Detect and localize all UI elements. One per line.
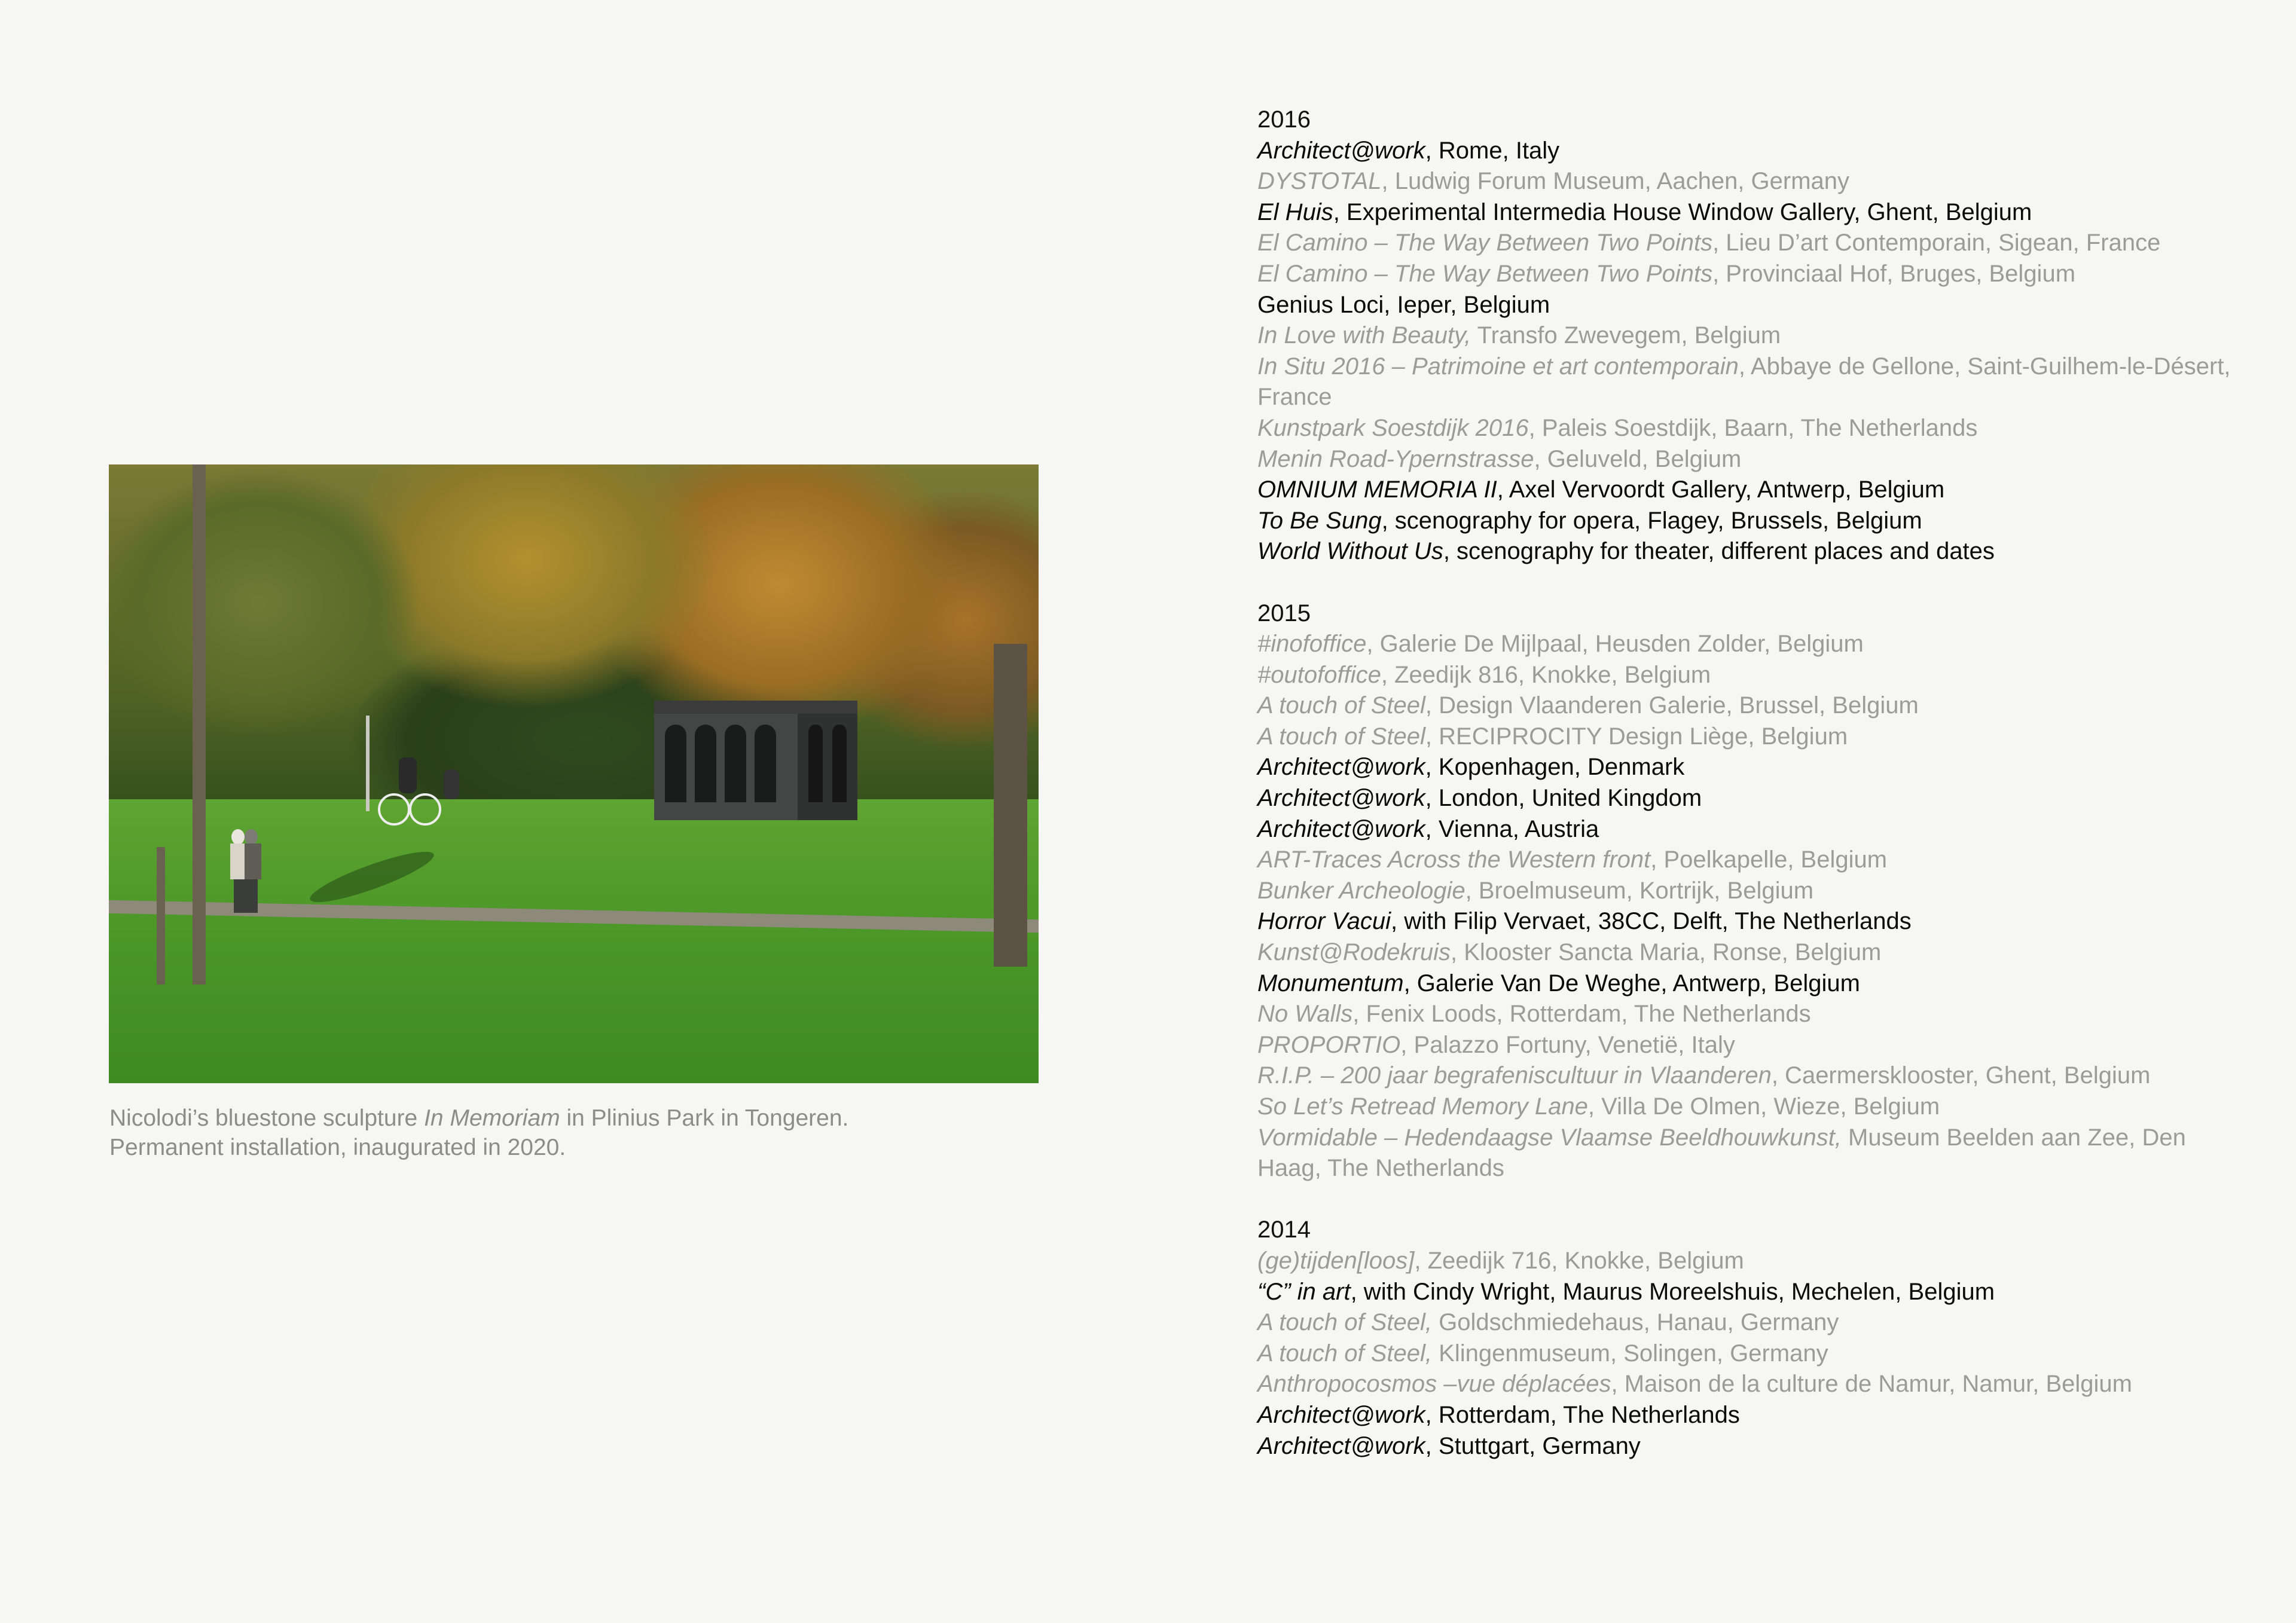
exhibition-entry: To Be Sung, scenography for opera, Flagey, Brussels, Belgium: [1257, 507, 1922, 534]
photo-post: [366, 716, 370, 811]
exhibition-list: [1257, 105, 2250, 1462]
exhibition-entry: Anthropocosmos –vue déplacées, Maison de la culture de Namur, Namur, Belgium: [1257, 1371, 2132, 1398]
photo-cyclists: [372, 757, 497, 823]
exhibition-entry: Architect@work, Stuttgart, Germany: [1257, 1432, 1641, 1459]
exhibition-entry: Kunstpark Soestdijk 2016, Paleis Soestdijk, Baarn, The Netherlands: [1257, 414, 1978, 441]
exhibition-entry: Horror Vacui, with Filip Vervaet, 38CC, Delft, The Netherlands: [1257, 908, 1912, 935]
exhibition-entry: El Huis, Experimental Intermedia House Window Gallery, Ghent, Belgium: [1257, 198, 2032, 225]
exhibition-entry: Architect@work, Rotterdam, The Netherlands: [1257, 1401, 1740, 1428]
photo-tree-trunk: [193, 464, 206, 985]
exhibition-entry: A touch of Steel, RECIPROCITY Design Liège, Belgium: [1257, 723, 1848, 750]
exhibition-entry: In Love with Beauty, Transfo Zwevegem, Belgium: [1257, 322, 1781, 349]
exhibition-entry: Architect@work, London, United Kingdom: [1257, 785, 1702, 812]
photo-people: [231, 829, 261, 913]
exhibition-entry: PROPORTIO, Palazzo Fortuny, Venetië, Italy: [1257, 1031, 1735, 1058]
year-section: [1257, 105, 2250, 567]
exhibition-entry: #outofoffice, Zeedijk 816, Knokke, Belgium: [1257, 661, 1711, 688]
caption-line-2: Permanent installation, inaugurated in 2020.: [109, 1135, 566, 1160]
year-heading: 2016: [1257, 106, 1311, 133]
exhibition-entry: Menin Road-Ypernstrasse, Geluveld, Belgium: [1257, 445, 1742, 472]
caption-pre: Nicolodi’s bluestone sculpture: [109, 1105, 425, 1131]
caption-title: In Memoriam: [424, 1105, 560, 1131]
exhibition-entry: DYSTOTAL, Ludwig Forum Museum, Aachen, Germany: [1257, 168, 1850, 195]
bluestone-sculpture: [654, 701, 857, 820]
exhibition-entry: Architect@work, Vienna, Austria: [1257, 815, 1599, 842]
exhibition-entry: R.I.P. – 200 jaar begrafeniscultuur in Vlaanderen, Caermersklooster, Ghent, Belgium: [1257, 1062, 2151, 1089]
exhibition-entry: ART-Traces Across the Western front, Poelkapelle, Belgium: [1257, 846, 1888, 873]
exhibition-entry: (ge)tijden[loos], Zeedijk 716, Knokke, Belgium: [1257, 1247, 1744, 1274]
exhibition-entry: Architect@work, Kopenhagen, Denmark: [1257, 754, 1685, 781]
exhibition-entry: Bunker Archeologie, Broelmuseum, Kortrijk, Belgium: [1257, 877, 1814, 904]
exhibition-entry: El Camino – The Way Between Two Points, Provinciaal Hof, Bruges, Belgium: [1257, 260, 2076, 287]
exhibition-entry: So Let’s Retread Memory Lane, Villa De Olmen, Wieze, Belgium: [1257, 1093, 1940, 1120]
exhibition-entry: “C” in art, with Cindy Wright, Maurus Moreelshuis, Mechelen, Belgium: [1257, 1278, 1995, 1305]
photo-trees: [109, 464, 1039, 847]
exhibition-entry: In Situ 2016 – Patrimoine et art contemporain, Abbaye de Gellone, Saint-Guilhem-le-Désert, France: [1257, 353, 2231, 411]
exhibition-entry: Vormidable – Hedendaagse Vlaamse Beeldhouwkunst, Museum Beelden aan Zee, Den Haag, The Netherlands: [1257, 1124, 2186, 1182]
exhibition-entry: #inofoffice, Galerie De Mijlpaal, Heusden Zolder, Belgium: [1257, 631, 1864, 658]
exhibition-entry: El Camino – The Way Between Two Points, Lieu D’art Contemporain, Sigean, France: [1257, 230, 2161, 256]
exhibition-entry: Genius Loci, Ieper, Belgium: [1257, 291, 1550, 318]
photo-tree-trunk: [994, 644, 1027, 967]
exhibition-entry: Monumentum, Galerie Van De Weghe, Antwerp, Belgium: [1257, 970, 1860, 997]
park-photo: [109, 464, 1039, 1083]
exhibition-entry: OMNIUM MEMORIA II, Axel Vervoordt Gallery, Antwerp, Belgium: [1257, 476, 1945, 503]
photo-caption: [109, 1104, 1042, 1162]
year-heading: 2014: [1257, 1217, 1311, 1243]
exhibition-entry: A touch of Steel, Klingenmuseum, Solingen, Germany: [1257, 1340, 1828, 1367]
exhibition-entry: No Walls, Fenix Loods, Rotterdam, The Netherlands: [1257, 1001, 1811, 1028]
caption-line-1: [109, 1104, 1042, 1133]
exhibition-entry: World Without Us, scenography for theater, different places and dates: [1257, 538, 1995, 565]
exhibition-entry: Kunst@Rodekruis, Klooster Sancta Maria, Ronse, Belgium: [1257, 939, 1882, 966]
year-section: [1257, 598, 2250, 1184]
caption-post: in Plinius Park in Tongeren.: [560, 1105, 849, 1131]
exhibition-entry: Architect@work, Rome, Italy: [1257, 137, 1560, 164]
exhibition-entry: A touch of Steel, Goldschmiedehaus, Hanau, Germany: [1257, 1309, 1839, 1336]
year-heading: 2015: [1257, 600, 1311, 626]
photo-tree-trunk: [157, 847, 165, 985]
year-section: [1257, 1215, 2250, 1462]
exhibition-entry: A touch of Steel, Design Vlaanderen Galerie, Brussel, Belgium: [1257, 692, 1919, 719]
